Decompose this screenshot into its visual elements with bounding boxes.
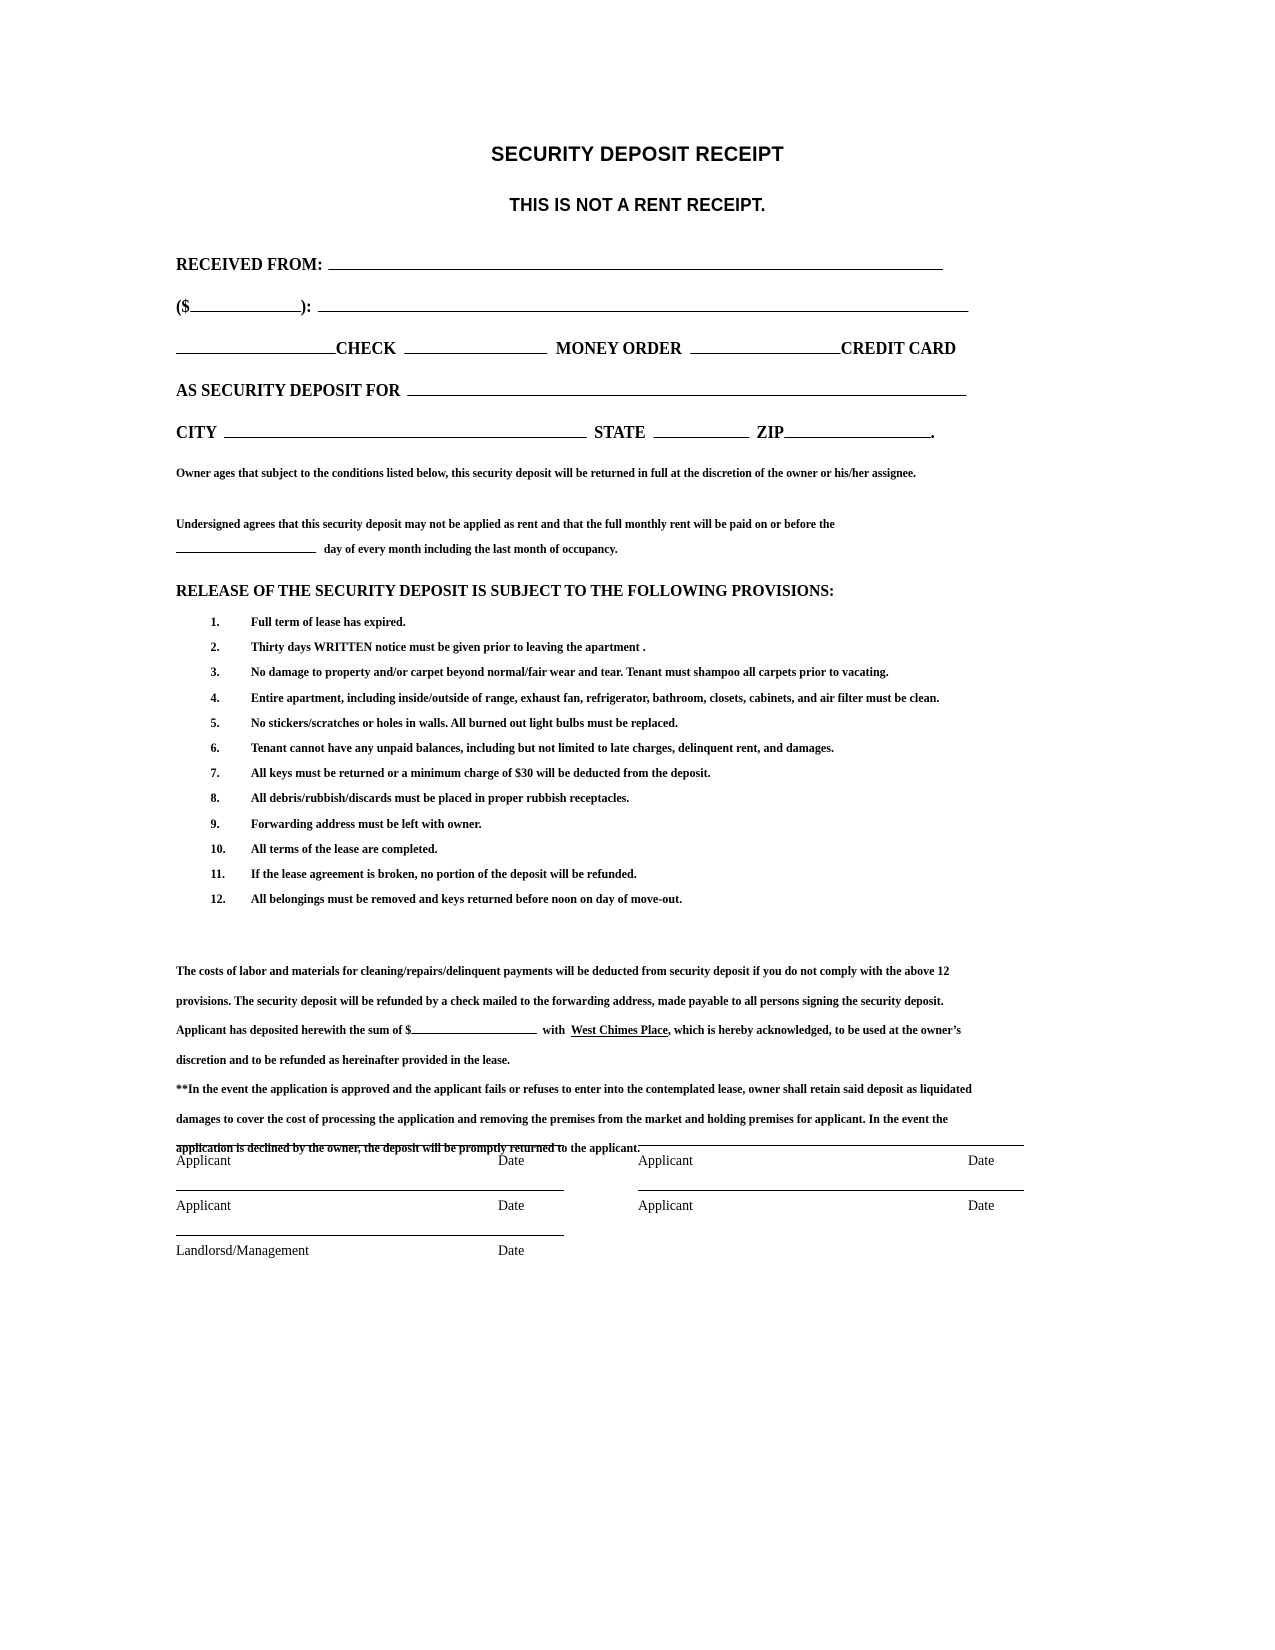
city-state-zip-row: [176, 422, 935, 443]
list-item: [176, 610, 959, 635]
list-item-text: All terms of the lease are completed.: [250, 841, 438, 856]
signature-block: [176, 1145, 1024, 1280]
undersigned-statement-line2: [176, 537, 982, 562]
signature-row: [176, 1190, 1024, 1235]
list-item-text: All debris/rubbish/discards must be placed in proper rubbish receptacles.: [250, 791, 630, 806]
city-label: CITY: [176, 422, 218, 442]
closing-paragraph-2: **In the event the application is approved and the applicant fails or refuses to enter into the contemplated lease, owner shall retain said deposit as liquidated damages to cover the cost of processing the application and removing the premises from the market and holding premises for applicant. In the event the application is declined by the owner, the deposit will be promptly returned to the applicant.: [176, 1082, 972, 1155]
signature-label-date: Date: [968, 1153, 995, 1169]
list-item-text: Thirty days WRITTEN notice must be given prior to leaving the apartment .: [250, 640, 646, 655]
signature-row: [176, 1145, 1024, 1190]
zip-label: ZIP: [756, 422, 784, 442]
list-item: [176, 761, 959, 786]
signature-line[interactable]: [638, 1190, 1024, 1191]
signature-label-name: Applicant: [638, 1198, 693, 1214]
amount-input[interactable]: [190, 297, 301, 312]
list-item: [176, 786, 959, 811]
signature-cell-right: [638, 1145, 1024, 1171]
list-item: [176, 887, 959, 912]
list-item-text: All keys must be returned or a minimum charge of $30 will be deducted from the deposit.: [250, 766, 711, 781]
signature-cell-left: [176, 1190, 564, 1216]
closing-paragraph-1-with: with: [542, 1023, 566, 1037]
list-item: [176, 862, 959, 887]
list-item: [176, 812, 959, 837]
signature-label-name: Applicant: [176, 1153, 231, 1169]
list-item-number: 9.: [210, 816, 220, 831]
title-block: [0, 142, 1275, 216]
list-item-text: Tenant cannot have any unpaid balances, including but not limited to late charges, delinquent rent, and damages.: [250, 741, 834, 756]
page-title: SECURITY DEPOSIT RECEIPT: [491, 142, 784, 166]
property-name: West Chimes Place: [570, 1023, 668, 1037]
signature-line[interactable]: [176, 1235, 564, 1236]
undersigned-statement-line1: Undersigned agrees that this security deposit may not be applied as rent and that the full monthly rent will be paid on or before the: [176, 517, 835, 531]
signature-labels: [176, 1153, 564, 1171]
amount-prefix-label: ($: [176, 296, 190, 316]
signature-cell-left: [176, 1235, 564, 1261]
signature-label-name: Landlorsd/Management: [176, 1243, 309, 1259]
list-item-number: 5.: [210, 715, 220, 730]
received-from-label: RECEIVED FROM:: [176, 254, 323, 274]
amount-description-input[interactable]: [318, 297, 968, 312]
list-item-text: Forwarding address must be left with owner.: [250, 816, 482, 831]
list-item-text: If the lease agreement is broken, no portion of the deposit will be refunded.: [250, 867, 637, 882]
signature-line[interactable]: [176, 1190, 564, 1191]
list-item-number: 7.: [210, 766, 220, 781]
list-item-number: 3.: [210, 665, 220, 680]
list-item: [176, 711, 959, 736]
list-item-number: 8.: [210, 791, 220, 806]
amount-row: [176, 296, 969, 317]
list-item: [176, 686, 959, 711]
list-item-text: Entire apartment, including inside/outside of range, exhaust fan, refrigerator, bathroom, closets, cabinets, and air filter must be clean.: [250, 690, 940, 705]
signature-label-date: Date: [498, 1243, 525, 1259]
signature-row: [176, 1235, 1024, 1280]
signature-labels: [638, 1153, 1024, 1171]
credit-card-input[interactable]: [690, 339, 840, 354]
closing-paragraph-1-part3: , which is hereby acknowledged, to be used at the owner’s discretion and to be refunded as hereinafter provided in the lease.: [176, 1023, 962, 1067]
amount-suffix-label: ):: [300, 296, 312, 316]
list-item-number: 4.: [210, 690, 220, 705]
closing-paragraph-1: [176, 957, 994, 1075]
check-input[interactable]: [176, 339, 336, 354]
received-from-row: [176, 254, 943, 275]
day-of-month-input[interactable]: [176, 542, 316, 553]
provisions-list: [176, 610, 992, 912]
list-item-number: 6.: [210, 741, 220, 756]
list-item-text: No damage to property and/or carpet beyond normal/fair wear and tear. Tenant must shampoo all carpets prior to vacating.: [250, 665, 889, 680]
list-item: [176, 736, 959, 761]
check-label: CHECK: [335, 338, 397, 358]
list-item-text: Full term of lease has expired.: [250, 615, 406, 629]
signature-line[interactable]: [638, 1145, 1024, 1146]
city-input[interactable]: [224, 423, 587, 438]
page-subtitle: THIS IS NOT A RENT RECEIPT.: [509, 194, 766, 215]
zip-terminator: .: [930, 422, 935, 442]
received-from-input[interactable]: [328, 255, 943, 270]
list-item-number: 1.: [210, 615, 220, 629]
list-item-text: No stickers/scratches or holes in walls. All burned out light bulbs must be replaced.: [250, 715, 678, 730]
signature-cell-right: [638, 1190, 1024, 1216]
list-item-text: All belongings must be removed and keys returned before noon on day of move-out.: [250, 892, 683, 907]
signature-label-name: Applicant: [638, 1153, 693, 1169]
list-item-number: 2.: [210, 640, 220, 655]
closing-paragraph-1-part1: The costs of labor and materials for cleaning/repairs/delinquent payments will be deducted from security deposit if you do not comply with the above 12 provisions. The security deposit will be refunded by a check mailed to the forwarding address, made payable to all persons signing the security deposit. Applicant has deposited herewith the sum of $: [176, 964, 950, 1037]
credit-card-label: CREDIT CARD: [840, 338, 957, 358]
state-input[interactable]: [653, 423, 749, 438]
money-order-input[interactable]: [405, 339, 548, 354]
list-item: [176, 660, 959, 685]
signature-label-name: Applicant: [176, 1198, 231, 1214]
signature-label-date: Date: [968, 1198, 995, 1214]
provisions-heading: RELEASE OF THE SECURITY DEPOSIT IS SUBJECT TO THE FOLLOWING PROVISIONS:: [176, 581, 835, 600]
security-deposit-for-row: [176, 380, 966, 401]
signature-line[interactable]: [176, 1145, 564, 1146]
deposit-sum-input[interactable]: [411, 1023, 536, 1034]
signature-labels: [638, 1198, 1024, 1216]
undersigned-statement-line2-text: day of every month including the last month of occupancy.: [323, 542, 618, 556]
zip-input[interactable]: [784, 423, 931, 438]
state-label: STATE: [594, 422, 646, 442]
security-deposit-for-input[interactable]: [407, 381, 966, 396]
signature-label-date: Date: [498, 1153, 525, 1169]
list-item: [176, 635, 959, 660]
signature-label-date: Date: [498, 1198, 525, 1214]
closing-paragraphs: [176, 957, 1024, 1164]
list-item-number: 12.: [210, 892, 226, 907]
signature-labels: [176, 1198, 564, 1216]
list-item: [176, 837, 959, 862]
payment-method-row: [176, 338, 956, 359]
signature-labels: [176, 1243, 564, 1261]
owner-agrees-statement: Owner ages that subject to the conditions listed below, this security deposit will be returned in full at the discretion of the owner or his/her assignee.: [176, 466, 917, 480]
list-item-number: 10.: [210, 841, 226, 856]
money-order-label: MONEY ORDER: [555, 338, 682, 358]
signature-cell-left: [176, 1145, 564, 1171]
security-deposit-for-label: AS SECURITY DEPOSIT FOR: [176, 380, 401, 400]
list-item-number: 11.: [210, 867, 226, 882]
